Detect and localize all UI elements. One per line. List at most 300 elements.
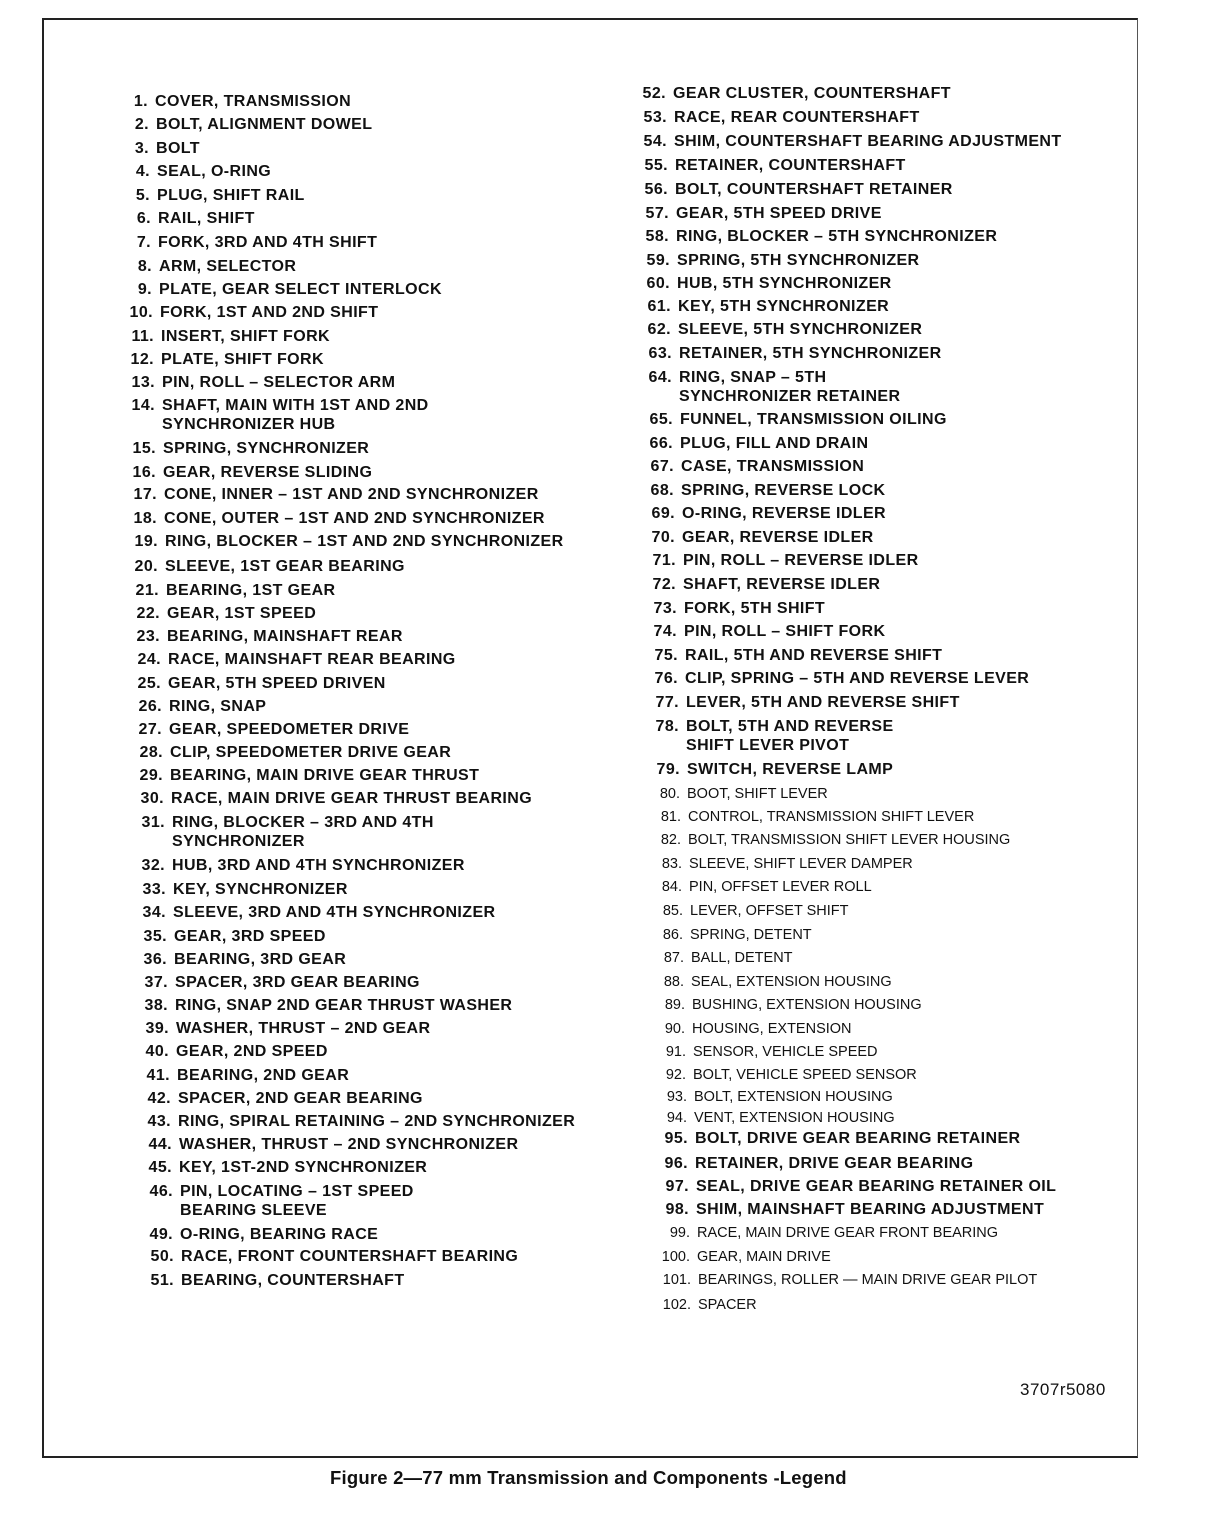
legend-item [650,785,828,804]
legend-item-text: FORK, 1ST AND 2ND SHIFT [160,304,379,321]
legend-item [648,669,1029,688]
legend-item-number: 33. [142,881,166,898]
legend-item-number: 15. [132,440,156,457]
legend-item [646,551,919,570]
legend-item-text: RAIL, SHIFT [158,210,255,227]
legend-item-text: SHAFT, REVERSE IDLER [683,576,881,593]
legend-item-text: RING, BLOCKER – 1ST AND 2ND SYNCHRONIZER [165,533,564,550]
legend-item [657,1088,893,1107]
legend-item-number: 73. [653,600,677,617]
legend-item [130,604,316,623]
legend-item-text: O-RING, REVERSE IDLER [682,505,886,522]
legend-item-number: 68. [650,482,674,499]
legend-item [132,720,409,739]
legend-item-number: 93. [666,1089,687,1105]
legend-item [637,108,920,127]
legend-item [136,903,495,922]
legend-item-text: HUB, 5TH SYNCHRONIZER [677,275,892,292]
legend-item-text: CONE, INNER – 1ST AND 2ND SYNCHRONIZER [164,486,539,503]
legend-item [644,481,885,500]
legend-item-number: 79. [656,761,680,778]
legend-item-text: RACE, REAR COUNTERSHAFT [674,109,920,126]
legend-item [124,327,330,346]
legend-item-text: SEAL, DRIVE GEAR BEARING RETAINER OIL [696,1178,1057,1195]
legend-item [141,1112,575,1131]
legend-item [122,257,296,276]
legend-item-text: PLUG, FILL AND DRAIN [680,435,869,452]
legend-item [636,84,951,103]
legend-item-number: 7. [136,234,151,251]
legend-item-text: HUB, 3RD AND 4TH SYNCHRONIZER [172,857,465,874]
legend-item-text: BOLT, VEHICLE SPEED SENSOR [693,1067,917,1083]
figure-caption: Figure 2—77 mm Transmission and Components -Legend [330,1467,847,1488]
legend-item-number: 6. [136,210,151,227]
legend-item-text: CLIP, SPRING – 5TH AND REVERSE LEVER [685,670,1030,687]
legend-item [138,996,512,1015]
legend-item [656,1043,878,1062]
legend-item [118,92,351,111]
legend-item-number: 22. [136,605,160,622]
legend-item-text: GEAR, 3RD SPEED [174,928,326,945]
legend-item-text: VENT, EXTENSION HOUSING [694,1110,895,1126]
legend-item-number: 4. [135,163,150,180]
legend-item-text: CONE, OUTER – 1ST AND 2ND SYNCHRONIZER [164,510,545,527]
legend-item-text: FORK, 5TH SHIFT [684,600,826,617]
legend-item [131,650,456,669]
legend-item-number: 77. [655,694,679,711]
legend-item-number: 43. [147,1113,171,1130]
legend-item-text: SLEEVE, 3RD AND 4TH SYNCHRONIZER [173,904,496,921]
legend-item [646,575,880,594]
legend-item-number: 88. [663,974,684,990]
legend-item-text: GEAR, 2ND SPEED [176,1043,328,1060]
legend-item [648,646,942,665]
legend-item-text: SLEEVE, SHIFT LEVER DAMPER [689,856,913,872]
legend-item [125,396,429,434]
legend-item-text: BEARING, 2ND GEAR [177,1067,350,1084]
legend-item-text: SHIM, COUNTERSHAFT BEARING ADJUSTMENT [674,133,1062,150]
legend-item [658,1154,973,1173]
legend-item [143,1182,414,1220]
legend-item-number: 96. [664,1155,688,1172]
legend-item [137,927,326,946]
legend-item-number: 60. [646,275,670,292]
legend-item-text: BEARINGS, ROLLER — MAIN DRIVE GEAR PILOT [698,1272,1038,1288]
legend-item-number: 20. [134,558,158,575]
legend-item [140,1066,349,1085]
legend-item-number: 61. [647,298,671,315]
legend-item [129,581,336,600]
legend-item-text: WASHER, THRUST – 2ND SYNCHRONIZER [179,1136,519,1153]
legend-item [656,1066,917,1085]
legend-item [142,1158,427,1177]
legend-item-number: 8. [137,258,152,275]
legend-item-text: BOLT, 5TH AND REVERSE SHIFT LEVER PIVOT [686,718,894,754]
legend-item-text: PIN, ROLL – SHIFT FORK [684,623,886,640]
legend-item-text: CASE, TRANSMISSION [681,458,865,475]
legend-item-number: 19. [134,533,158,550]
legend-item-number: 54. [643,133,667,150]
legend-item-number: 46. [149,1183,173,1200]
legend-item-text: HOUSING, EXTENSION [692,1021,852,1037]
legend-item-number: 89. [664,997,685,1013]
legend-item-number: 91. [665,1044,686,1060]
legend-item-text: RING, SNAP [169,698,267,715]
legend-item-number: 99. [669,1225,690,1241]
legend-item-number: 59. [646,252,670,269]
legend-item-number: 58. [645,228,669,245]
legend-item-number: 21. [135,582,159,599]
legend-item [136,880,348,899]
legend-item-number: 25. [137,675,161,692]
legend-item-text: BOLT [156,140,200,157]
legend-item [653,902,848,921]
legend-item-text: BOOT, SHIFT LEVER [687,786,828,802]
legend-item-number: 92. [665,1067,686,1083]
legend-item-number: 26. [138,698,162,715]
legend-item [642,368,900,406]
legend-item-number: 12. [130,351,154,368]
legend-item-text: O-RING, BEARING RACE [180,1226,379,1243]
legend-item [135,856,465,875]
legend-item [125,373,395,392]
legend-item-number: 11. [131,328,154,345]
legend-item [647,622,885,641]
legend-item [141,1089,423,1108]
legend-item [660,1248,831,1267]
legend-item-text: GEAR, MAIN DRIVE [697,1249,831,1265]
legend-item-number: 1. [133,93,148,110]
legend-item [639,204,882,223]
legend-item-number: 16. [132,464,156,481]
legend-item [121,233,377,252]
legend-item [644,457,864,476]
legend-item-number: 5. [135,187,150,204]
legend-item [119,115,372,134]
legend-item [645,528,874,547]
legend-item-text: SEAL, O-RING [157,163,272,180]
legend-item-number: 14. [131,397,155,414]
legend-item-number: 28. [139,744,163,761]
legend-item-number: 81. [660,809,681,825]
legend-item-text: GEAR CLUSTER, COUNTERSHAFT [673,85,951,102]
legend-item [139,1019,430,1038]
legend-item [130,627,403,646]
legend-item-text: BEARING, 3RD GEAR [174,951,347,968]
legend-item [128,557,405,576]
legend-item-text: SPACER [698,1297,757,1313]
legend-item [643,434,868,453]
legend-item-text: BOLT, ALIGNMENT DOWEL [156,116,373,133]
legend-item-number: 31. [141,814,165,831]
legend-item-text: RACE, MAINSHAFT REAR BEARING [168,651,456,668]
legend-item-number: 3. [134,140,149,157]
legend-item-text: RACE, FRONT COUNTERSHAFT BEARING [181,1248,519,1265]
legend-item-text: SPACER, 3RD GEAR BEARING [175,974,420,991]
legend-item [139,1042,328,1061]
legend-item-number: 2. [134,116,149,133]
legend-item-text: GEAR, SPEEDOMETER DRIVE [169,721,410,738]
legend-item [637,132,1062,151]
legend-item-number: 66. [649,435,673,452]
legend-item-number: 9. [137,281,152,298]
legend-item-text: FUNNEL, TRANSMISSION OILING [680,411,947,428]
legend-item [638,180,953,199]
legend-item-text: RACE, MAIN DRIVE GEAR FRONT BEARING [697,1225,999,1241]
legend-item [132,697,266,716]
legend-item-number: 71. [652,552,676,569]
legend-item-number: 70. [651,529,675,546]
legend-item-number: 82. [660,832,681,848]
legend-item [652,878,872,897]
legend-item-number: 72. [652,576,676,593]
legend-item [659,1177,1056,1196]
legend-item [143,1225,378,1244]
legend-item [655,1020,852,1039]
legend-item-text: BALL, DETENT [691,950,793,966]
legend-item-text: BUSHING, EXTENSION HOUSING [692,997,922,1013]
legend-item-number: 37. [144,974,168,991]
legend-item [651,831,1010,850]
legend-item-number: 75. [654,647,678,664]
legend-item-text: GEAR, 5TH SPEED DRIVE [676,205,882,222]
legend-item-text: SPRING, REVERSE LOCK [681,482,886,499]
legend-item [660,1224,998,1243]
legend-item [135,813,434,851]
legend-item-number: 38. [144,997,168,1014]
legend-item-number: 62. [647,321,671,338]
legend-item-number: 98. [665,1201,689,1218]
legend-item-number: 45. [148,1159,172,1176]
legend-item [138,973,420,992]
legend-item-number: 36. [143,951,167,968]
legend-item [126,463,372,482]
legend-item-text: SPRING, DETENT [690,927,812,943]
legend-item-text: PIN, OFFSET LEVER ROLL [689,879,872,895]
legend-item-text: INSERT, SHIFT FORK [161,328,330,345]
legend-item [647,599,825,618]
legend-item [124,350,324,369]
legend-item-number: 64. [648,369,672,386]
legend-item-number: 23. [136,628,160,645]
legend-item [127,485,539,504]
legend-item-text: RING, SPIRAL RETAINING – 2ND SYNCHRONIZER [178,1113,576,1130]
legend-item-text: PLATE, GEAR SELECT INTERLOCK [159,281,442,298]
legend-item-text: COVER, TRANSMISSION [155,93,352,110]
legend-item-number: 90. [664,1021,685,1037]
legend-item-number: 29. [139,767,163,784]
legend-item [120,162,271,181]
legend-item [131,674,386,693]
legend-item-number: 94. [666,1110,687,1126]
legend-item [144,1247,518,1266]
legend-item-number: 69. [651,505,675,522]
legend-item-number: 49. [149,1226,173,1243]
legend-item-text: ARM, SELECTOR [159,258,297,275]
legend-item [658,1129,1021,1148]
legend-item [142,1135,518,1154]
legend-item-text: BOLT, TRANSMISSION SHIFT LEVER HOUSING [688,832,1011,848]
legend-item-text: RING, SNAP – 5TH SYNCHRONIZER RETAINER [679,369,901,405]
legend-item-text: WASHER, THRUST – 2ND GEAR [176,1020,431,1037]
legend-item-text: RETAINER, 5TH SYNCHRONIZER [679,345,942,362]
legend-item [127,509,545,528]
legend-item [655,996,922,1015]
legend-item-text: FORK, 3RD AND 4TH SHIFT [158,234,378,251]
legend-item-number: 65. [649,411,673,428]
legend-item-number: 51. [150,1272,174,1289]
legend-item-number: 30. [140,790,164,807]
legend-item-text: PLATE, SHIFT FORK [161,351,324,368]
legend-item-text: RING, SNAP 2ND GEAR THRUST WASHER [175,997,513,1014]
legend-item-number: 13. [131,374,155,391]
legend-item [640,274,892,293]
legend-item [641,320,922,339]
legend-item [122,280,442,299]
legend-item-text: SPRING, SYNCHRONIZER [163,440,370,457]
legend-item [653,926,812,945]
legend-item [652,855,913,874]
legend-item [649,693,960,712]
legend-item-number: 101. [662,1272,691,1288]
legend-item-text: RETAINER, DRIVE GEAR BEARING [695,1155,974,1172]
legend-item-number: 55. [644,157,668,174]
legend-item-number: 87. [663,950,684,966]
legend-item-text: KEY, SYNCHRONIZER [173,881,348,898]
legend-item-number: 34. [142,904,166,921]
legend-item [640,251,920,270]
legend-item [641,297,889,316]
legend-item [650,760,893,779]
legend-item-number: 41. [146,1067,170,1084]
legend-item-text: SPRING, 5TH SYNCHRONIZER [677,252,920,269]
legend-item-number: 63. [648,345,672,362]
legend-item-text: GEAR, 5TH SPEED DRIVEN [168,675,386,692]
legend-item [659,1200,1044,1219]
legend-item [638,156,906,175]
legend-item-number: 50. [150,1248,174,1265]
legend-item-text: SWITCH, REVERSE LAMP [687,761,894,778]
legend-item [126,439,369,458]
legend-item-number: 35. [143,928,167,945]
legend-item-text: PIN, ROLL – SELECTOR ARM [162,374,396,391]
legend-item [654,949,793,968]
legend-item-number: 42. [147,1090,171,1107]
legend-item-number: 40. [145,1043,169,1060]
legend-item [144,1271,405,1290]
legend-item-text: SHAFT, MAIN WITH 1ST AND 2ND SYNCHRONIZER HUB [162,397,429,433]
legend-item-number: 83. [661,856,682,872]
legend-item-text: BEARING, MAIN DRIVE GEAR THRUST [170,767,480,784]
legend-item-number: 39. [145,1020,169,1037]
legend-item [643,410,947,429]
legend-item-text: LEVER, OFFSET SHIFT [690,903,849,919]
legend-item-text: SLEEVE, 5TH SYNCHRONIZER [678,321,923,338]
legend-item-number: 76. [654,670,678,687]
legend-item-text: SLEEVE, 1ST GEAR BEARING [165,558,405,575]
legend-item-text: RETAINER, COUNTERSHAFT [675,157,906,174]
legend-item [119,139,200,158]
legend-item-text: CLIP, SPEEDOMETER DRIVE GEAR [170,744,452,761]
legend-item-number: 67. [650,458,674,475]
legend-item-text: PLUG, SHIFT RAIL [157,187,305,204]
legend-item [649,717,894,755]
legend-item-number: 102. [662,1297,691,1313]
legend-item-number: 100. [661,1249,690,1265]
legend-item-text: GEAR, REVERSE IDLER [682,529,874,546]
legend-item [137,950,346,969]
legend-item-number: 95. [664,1130,688,1147]
legend-item [134,789,532,808]
legend-item-text: SENSOR, VEHICLE SPEED [693,1044,878,1060]
legend-item-text: SPACER, 2ND GEAR BEARING [178,1090,423,1107]
legend-item [123,303,378,322]
legend-item-number: 44. [148,1136,172,1153]
legend-item-text: BOLT, DRIVE GEAR BEARING RETAINER [695,1130,1021,1147]
legend-item-number: 24. [137,651,161,668]
legend-item-number: 84. [661,879,682,895]
legend-item-number: 74. [653,623,677,640]
legend-item [121,209,255,228]
legend-item-number: 78. [655,718,679,735]
legend-item-number: 53. [643,109,667,126]
legend-item [639,227,997,246]
legend-item [128,532,564,551]
legend-item-text: BOLT, EXTENSION HOUSING [694,1089,893,1105]
legend-item-text: GEAR, REVERSE SLIDING [163,464,373,481]
legend-item-text: BEARING, COUNTERSHAFT [181,1272,405,1289]
legend-item [133,766,479,785]
legend-item-text: KEY, 5TH SYNCHRONIZER [678,298,890,315]
legend-item-text: GEAR, 1ST SPEED [167,605,317,622]
legend-item-number: 18. [133,510,157,527]
legend-item-number: 32. [141,857,165,874]
legend-item [651,808,974,827]
legend-item-number: 56. [644,181,668,198]
legend-item-text: RING, BLOCKER – 5TH SYNCHRONIZER [676,228,998,245]
legend-item-number: 52. [642,85,666,102]
legend-item [120,186,305,205]
legend-item-text: CONTROL, TRANSMISSION SHIFT LEVER [688,809,975,825]
figure-code: 3707r5080 [1020,1380,1106,1399]
legend-item-number: 86. [662,927,683,943]
legend-item-text: PIN, ROLL – REVERSE IDLER [683,552,919,569]
legend-item-number: 80. [659,786,680,802]
legend-item-text: KEY, 1ST-2ND SYNCHRONIZER [179,1159,428,1176]
legend-item [645,504,886,523]
legend-item [661,1271,1037,1290]
legend-item [661,1296,757,1315]
legend-item [654,973,892,992]
legend-item-number: 27. [138,721,162,738]
legend-item-text: BOLT, COUNTERSHAFT RETAINER [675,181,953,198]
legend-item-text: RACE, MAIN DRIVE GEAR THRUST BEARING [171,790,533,807]
legend-item-number: 17. [133,486,157,503]
legend-item-text: SHIM, MAINSHAFT BEARING ADJUSTMENT [696,1201,1045,1218]
legend-item-number: 85. [662,903,683,919]
legend-item-text: RAIL, 5TH AND REVERSE SHIFT [685,647,943,664]
legend-item-number: 10. [129,304,153,321]
legend-item-number: 57. [645,205,669,222]
legend-item-text: PIN, LOCATING – 1ST SPEED BEARING SLEEVE [180,1183,414,1219]
legend-item-text: SEAL, EXTENSION HOUSING [691,974,892,990]
legend-item [657,1109,895,1128]
legend-item-text: BEARING, 1ST GEAR [166,582,336,599]
legend-item-text: LEVER, 5TH AND REVERSE SHIFT [686,694,960,711]
legend-item-text: BEARING, MAINSHAFT REAR [167,628,403,645]
legend-item [642,344,942,363]
legend-item [133,743,451,762]
